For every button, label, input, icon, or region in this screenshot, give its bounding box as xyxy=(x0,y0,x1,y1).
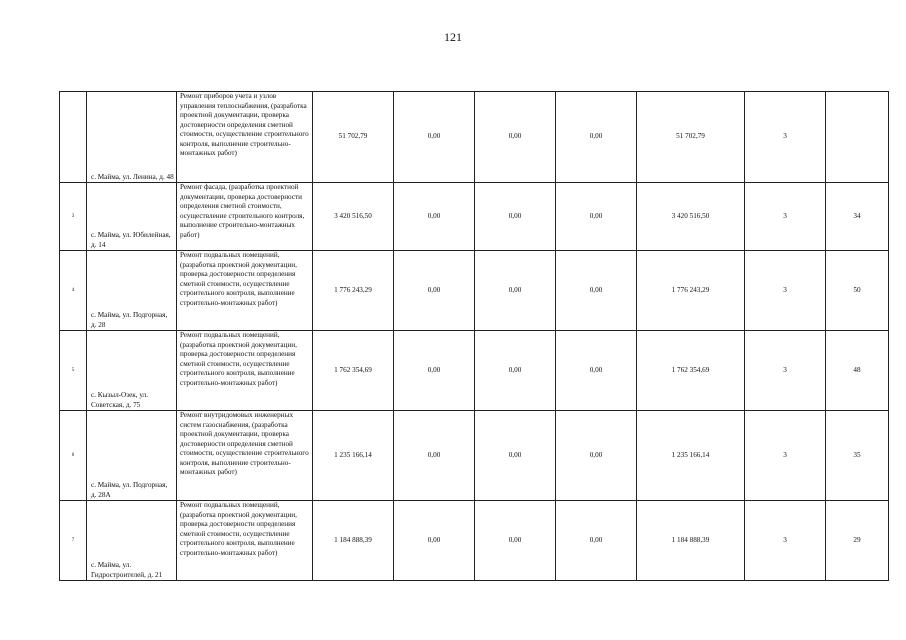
cost-cell: 0,00 xyxy=(394,251,475,331)
cost-cell: 0,00 xyxy=(475,183,556,251)
owner-funds-cell: 3 420 516,50 xyxy=(637,183,745,251)
row-number: 6 xyxy=(60,411,87,501)
cost-cell: 0,00 xyxy=(556,183,637,251)
work-description-cell: Ремонт приборов учета и узлов управления теплоснабжения, (разработка проектной документации, проверка достоверности определения сметной стоимости, осуществление строительного контроля, выполнение строительно-монтажных работ) xyxy=(177,92,313,183)
address-cell: с. Майма, ул. Подгорная, д. 28 xyxy=(87,251,177,331)
cost-cell: 0,00 xyxy=(394,501,475,581)
row-number: 7 xyxy=(60,501,87,581)
total-cost-cell: 1 762 354,69 xyxy=(313,331,394,411)
total-cost-cell: 3 420 516,50 xyxy=(313,183,394,251)
work-description-cell: Ремонт фасада, (разработка проектной документации, проверка достоверности определения сметной стоимости, осуществление строительного контроля, выполнение строительно-монтажных работ) xyxy=(177,183,313,251)
row-number xyxy=(60,92,87,183)
owner-funds-cell: 1 776 243,29 xyxy=(637,251,745,331)
work-description-cell: Ремонт внутридомовых инженерных систем газоснабжения, (разработка проектной документации, проверка достоверности определения сметной стоимости, осуществление строительного контроля, выполнение строительно-монтажных работ) xyxy=(177,411,313,501)
cost-cell: 0,00 xyxy=(556,251,637,331)
work-description-cell: Ремонт подвальных помещений, (разработка проектной документации, проверка достоверности определения сметной стоимости, осуществление строительного контроля, выполнение строительно-монтажных работ) xyxy=(177,331,313,411)
value-cell: 35 xyxy=(826,411,889,501)
table-row xyxy=(60,92,889,183)
cost-cell: 0,00 xyxy=(475,251,556,331)
cost-cell: 0,00 xyxy=(475,411,556,501)
works-table xyxy=(59,91,889,581)
cost-cell: 0,00 xyxy=(394,92,475,183)
row-number: 3 xyxy=(60,183,87,251)
address-cell: с. Майма, ул. Юбилейная, д. 14 xyxy=(87,183,177,251)
cost-cell: 0,00 xyxy=(394,331,475,411)
address-cell: с. Майма, ул. Гидростроителей, д. 21 xyxy=(87,501,177,581)
page-number: 121 xyxy=(444,30,462,44)
total-cost-cell: 1 235 166,14 xyxy=(313,411,394,501)
work-description-cell: Ремонт подвальных помещений, (разработка проектной документации, проверка достоверности определения сметной стоимости, осуществление строительного контроля, выполнение строительно-монтажных работ) xyxy=(177,251,313,331)
cost-cell: 0,00 xyxy=(394,411,475,501)
work-description-cell: Ремонт подвальных помещений, (разработка проектной документации, проверка достоверности определения сметной стоимости, осуществление строительного контроля, выполнение строительно-монтажных работ) xyxy=(177,501,313,581)
owner-funds-cell: 1 762 354,69 xyxy=(637,331,745,411)
owner-funds-cell: 1 184 888,39 xyxy=(637,501,745,581)
cost-cell: 0,00 xyxy=(475,331,556,411)
owner-funds-cell: 51 702,79 xyxy=(637,92,745,183)
total-cost-cell: 51 702,79 xyxy=(313,92,394,183)
table-row xyxy=(60,331,889,411)
value-cell: 34 xyxy=(826,183,889,251)
value-cell: 3 xyxy=(745,183,826,251)
total-cost-cell: 1 776 243,29 xyxy=(313,251,394,331)
cost-cell: 0,00 xyxy=(556,331,637,411)
row-number: 5 xyxy=(60,331,87,411)
cost-cell: 0,00 xyxy=(556,411,637,501)
value-cell: 48 xyxy=(826,331,889,411)
cost-cell: 0,00 xyxy=(475,501,556,581)
cost-cell: 0,00 xyxy=(556,92,637,183)
table-row xyxy=(60,501,889,581)
address-cell: с. Майма, ул. Ленина, д. 48 xyxy=(87,92,177,183)
owner-funds-cell: 1 235 166,14 xyxy=(637,411,745,501)
address-cell: с. Кызыл-Озек, ул. Советская, д. 75 xyxy=(87,331,177,411)
row-number: 4 xyxy=(60,251,87,331)
cost-cell: 0,00 xyxy=(475,92,556,183)
cost-cell: 0,00 xyxy=(394,183,475,251)
cost-cell: 0,00 xyxy=(556,501,637,581)
value-cell: 3 xyxy=(745,331,826,411)
total-cost-cell: 1 184 888,39 xyxy=(313,501,394,581)
value-cell xyxy=(826,92,889,183)
table-row xyxy=(60,183,889,251)
value-cell: 3 xyxy=(745,501,826,581)
value-cell: 50 xyxy=(826,251,889,331)
value-cell: 3 xyxy=(745,411,826,501)
value-cell: 3 xyxy=(745,92,826,183)
value-cell: 29 xyxy=(826,501,889,581)
address-cell: с. Майма, ул. Подгорная, д. 28А xyxy=(87,411,177,501)
value-cell: 3 xyxy=(745,251,826,331)
table-row xyxy=(60,411,889,501)
table-row xyxy=(60,251,889,331)
